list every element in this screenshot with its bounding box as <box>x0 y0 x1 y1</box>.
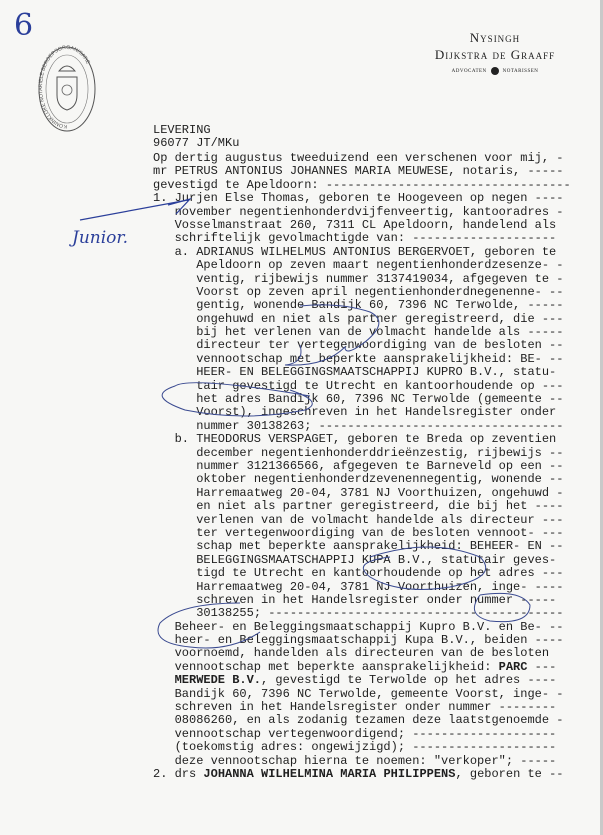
deed-line <box>153 460 571 473</box>
deed-line <box>153 286 571 299</box>
line-text: mr PETRUS ANTONIUS JOHANNES MARIA MEUWESE, notaris, ----- <box>153 164 564 179</box>
line-text: ongehuwd en niet als partner geregistreerd, die --- <box>196 311 564 326</box>
logo-dot-icon <box>491 67 499 75</box>
deed-line <box>153 246 571 259</box>
deed-line <box>153 728 571 741</box>
line-text: --- <box>527 659 557 674</box>
deed-line <box>153 273 571 286</box>
deed-line <box>153 768 571 781</box>
deed-line <box>153 366 571 379</box>
deed-line <box>153 581 571 594</box>
line-text: vennootschap met beperkte aansprakelijkheid: BE- -- <box>196 351 564 366</box>
bold-text: JOHANNA WILHELMINA MARIA PHILIPPENS <box>203 766 456 781</box>
deed-line <box>153 259 571 272</box>
deed-reference <box>153 124 239 151</box>
firm-sub-right: NOTARISSEN <box>502 68 539 74</box>
deed-body <box>153 152 571 781</box>
line-text: Harremaatweg 20-04, 3781 NJ Voorthuizen, ongehuwd - <box>196 485 564 500</box>
line-text: Apeldoorn op zeven maart negentienhonderdzesenze- - <box>196 258 564 273</box>
line-text: gentig, wonende Bandijk 60, 7396 NC Terwolde, ----- <box>196 298 564 313</box>
deed-line <box>153 647 571 660</box>
svg-text:KONINKLIJKE NOTARIELE BEROEPSO: KONINKLIJKE NOTARIELE BEROEPSORGANISATIE <box>38 45 91 130</box>
line-text: Bandijk 60, 7396 NC Terwolde, gemeente Voorst, inge- - <box>174 686 564 701</box>
deed-line <box>153 353 571 366</box>
line-text: oktober negentienhonderdzevenennegentig, wonende -- <box>196 472 564 487</box>
bold-text: PARC <box>498 659 528 674</box>
line-text: (toekomstig adres: ongewijzigd); -------------------- <box>174 740 557 755</box>
line-text: tair gevestigd te Utrecht en kantoorhoudende op --- <box>196 378 564 393</box>
line-text: Harremaatweg 20-04, 3781 NJ Voorthuizen, inge- ---- <box>196 579 564 594</box>
deed-line <box>153 554 571 567</box>
line-text: a. ADRIANUS WILHELMUS ANTONIUS BERGERVOET, geboren te <box>174 244 557 259</box>
line-text: ter vertegenwoordiging van de besloten vennoot- --- <box>196 525 564 540</box>
notary-seal-stamp <box>37 45 97 133</box>
line-text: het adres Bandijk 60, 7396 NC Terwolde (gemeente -- <box>196 392 564 407</box>
deed-line <box>153 621 571 634</box>
deed-line <box>153 393 571 406</box>
line-text: 30138255; ----------------------------------------- <box>196 606 564 621</box>
deed-line <box>153 567 571 580</box>
line-text: nummer 30138263; ---------------------------------- <box>196 418 564 433</box>
deed-line <box>153 714 571 727</box>
deed-line <box>153 741 571 754</box>
line-text: schap met beperkte aansprakelijkheid: BEHEER- EN -- <box>196 539 564 554</box>
deed-code: 96077 JT/MKu <box>153 136 240 151</box>
deed-line <box>153 339 571 352</box>
deed-line <box>153 313 571 326</box>
line-text: december negentienhonderddrieënzestig, rijbewijs -- <box>196 445 564 460</box>
deed-line <box>153 179 571 192</box>
line-text: Voorst op zeven april negentienhonderdnegenenne- -- <box>196 284 564 299</box>
margin-note-junior: Junior. <box>72 228 129 248</box>
deed-line <box>153 634 571 647</box>
line-text: Vosselmanstraat 260, 7311 CL Apeldoorn, handelend als <box>174 217 557 232</box>
deed-line <box>153 594 571 607</box>
deed-line <box>153 487 571 500</box>
line-text: vennootschap met beperkte aansprakelijkheid: <box>174 659 499 674</box>
line-text: heer- en Beleggingsmaatschappij Kupa B.V., beiden ---- <box>174 633 564 648</box>
line-text: schreven in het Handelsregister onder nummer ----- <box>196 592 557 607</box>
deed-line <box>153 701 571 714</box>
deed-line <box>153 299 571 312</box>
line-text: gevestigd te Apeldoorn: ---------------------------------- <box>153 177 571 192</box>
law-firm-logo <box>420 30 570 75</box>
line-text: HEER- EN BELEGGINGSMAATSCHAPPIJ KUPRO B.V., statu- <box>196 365 557 380</box>
line-text: nummer 3121366566, afgegeven te Barneveld op een -- <box>196 458 564 473</box>
line-text: en niet als partner geregistreerd, die bij het ---- <box>196 499 564 514</box>
deed-line <box>153 540 571 553</box>
line-text: BELEGGINGSMAATSCHAPPIJ KUPA B.V., statutair geves- <box>196 552 557 567</box>
line-text: Voorst), ingeschreven in het Handelsregister onder <box>196 405 557 420</box>
line-text: november negentienhonderdvijfenveertig, kantooradres - <box>174 204 564 219</box>
firm-name-line1: Nysingh <box>469 30 521 45</box>
line-text: 1. Jurjen Else Thomas, geboren te Hoogeveen op negen ---- <box>153 191 564 206</box>
line-text: directeur ter vertegenwoordiging van de besloten -- <box>196 338 564 353</box>
deed-line <box>153 406 571 419</box>
firm-name-line2: Dijkstra de Graaff <box>434 47 556 62</box>
deed-title: LEVERING <box>153 123 211 137</box>
deed-line <box>153 514 571 527</box>
deed-line <box>153 433 571 446</box>
line-text: deze vennootschap hierna te noemen: "verkoper"; ----- <box>174 753 557 768</box>
deed-line <box>153 420 571 433</box>
deed-line <box>153 473 571 486</box>
line-text: verlenen van de volmacht handelde als directeur --- <box>196 512 564 527</box>
deed-line <box>153 326 571 339</box>
line-text: 08086260, en als zodanig tezamen deze laatstgenoemde - <box>174 713 564 728</box>
deed-line <box>153 688 571 701</box>
deed-line <box>153 192 571 205</box>
line-text: , geboren te -- <box>455 766 564 781</box>
line-text: b. THEODORUS VERSPAGET, geboren te Breda op zeventien <box>174 432 557 447</box>
deed-line <box>153 447 571 460</box>
line-text: voornoemd, handelden als directeuren van de besloten <box>174 646 550 661</box>
deed-line <box>153 607 571 620</box>
deed-line <box>153 661 571 674</box>
line-text: , gevestigd te Terwolde op het adres ---- <box>261 673 557 688</box>
deed-line <box>153 206 571 219</box>
deed-line <box>153 219 571 232</box>
line-text: vennootschap vertegenwoordigend; -------------------- <box>174 726 557 741</box>
line-text: bij het verlenen van de volmacht handelde als ----- <box>196 325 564 340</box>
line-text: Beheer- en Beleggingsmaatschappij Kupro B.V. en Be- -- <box>174 619 564 634</box>
deed-line <box>153 527 571 540</box>
line-text: 2. drs <box>153 766 204 781</box>
deed-line <box>153 152 571 165</box>
deed-line <box>153 500 571 513</box>
deed-line <box>153 755 571 768</box>
line-text: ventig, rijbewijs nummer 3137419034, afgegeven te - <box>196 271 564 286</box>
bold-text: MERWEDE B.V. <box>174 673 262 688</box>
line-text: schriftelijk gevolmachtigde van: -------------------- <box>174 231 557 246</box>
deed-line <box>153 165 571 178</box>
handwritten-page-number: 6 <box>14 8 34 43</box>
line-text: schreven in het Handelsregister onder nummer -------- <box>174 700 557 715</box>
deed-line <box>153 674 571 687</box>
line-text: Op dertig augustus tweeduizend een verschenen voor mij, - <box>153 151 564 165</box>
deed-line <box>153 380 571 393</box>
firm-sub-left: ADVOCATEN <box>451 68 487 74</box>
line-text: tigd te Utrecht en kantoorhoudende op het adres --- <box>196 566 564 581</box>
deed-line <box>153 232 571 245</box>
